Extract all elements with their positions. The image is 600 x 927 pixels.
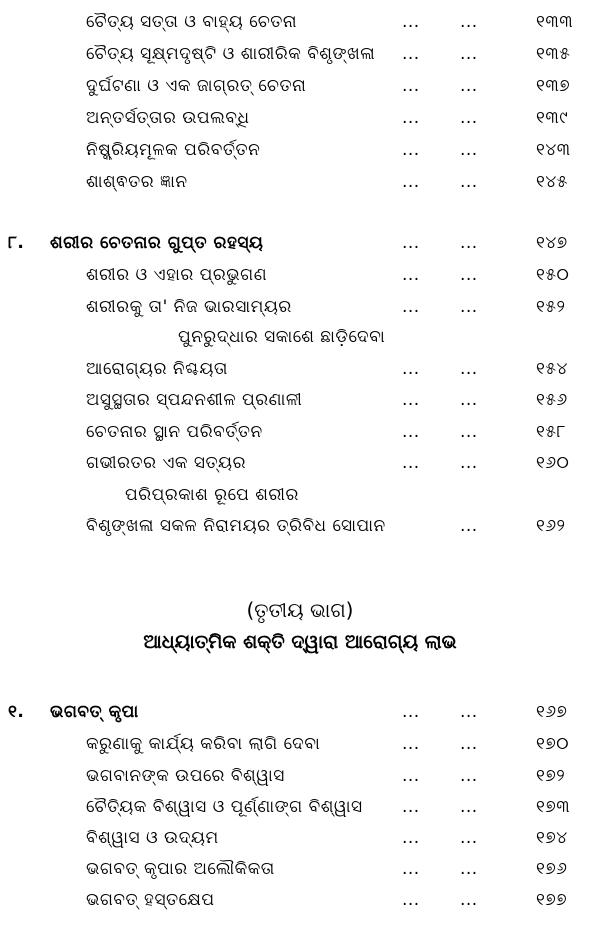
toc-entry[interactable] [0, 7, 600, 37]
toc-entry[interactable] [0, 761, 600, 791]
leader-dots: ... [460, 890, 478, 910]
entry-label: ଚୈତ୍ୟିକ ବିଶ୍ୱାସ ଓ ପୂର୍ଣ୍ଣାଙ୍ଗ ବିଶ୍ୱାସ [86, 797, 363, 817]
leader-dots: ... [402, 12, 420, 32]
toc-entry-continuation [0, 480, 600, 510]
page-number: ୧୭୩ [536, 797, 571, 817]
page-number: ୧୫୮ [536, 422, 566, 442]
leader-dots: ... [460, 859, 478, 879]
toc-entry[interactable] [0, 448, 600, 478]
leader-dots: ... [402, 828, 420, 848]
entry-label: ଭଗବାନଙ୍କ ଉପରେ ବିଶ୍ୱାସ [86, 766, 285, 786]
entry-label: ବିଶୃଙ୍ଖଳା ସକଳ ନିରାମୟର ତ୍ରିବିଧ ସୋପାନ [86, 516, 386, 536]
leader-dots: ... [460, 76, 478, 96]
toc-entry[interactable] [0, 167, 600, 197]
leader-dots: ... [402, 422, 420, 442]
entry-label: ଅସୁସ୍ଥତାର ସ୍ପନ୍ଦନଶୀଳ ପ୍ରଣାଳୀ [86, 390, 303, 410]
entry-label: ଶରୀରକୁ ତା' ନିଜ ଭାରସାମ୍ୟର [86, 297, 292, 317]
page-number: ୧୬୨ [536, 516, 566, 536]
entry-label: ଶାଶ୍ଵତର ଜ୍ଞାନ [86, 172, 188, 192]
leader-dots: ... [402, 297, 420, 317]
leader-dots: ... [402, 359, 420, 379]
leader-dots: ... [402, 108, 420, 128]
part-title: ଆଧ୍ୟାତ୍ମିକ ଶକ୍ତି ଦ୍ୱାରା ଆରୋଗ୍ୟ ଲାଭ [143, 631, 457, 653]
entry-label: ନିଷ୍କ୍ରିୟମୂଳକ ପରିବର୍ତ୍ତନ [86, 140, 261, 160]
entry-label-continuation: ପରିପ୍ରକାଶ ରୂପେ ଶରୀର [125, 485, 299, 505]
leader-dots: ... [402, 859, 420, 879]
toc-entry[interactable] [0, 292, 600, 322]
leader-dots: ... [402, 76, 420, 96]
page-number: ୧୫୨ [536, 297, 566, 317]
leader-dots: ... [402, 172, 420, 192]
leader-dots: ... [460, 828, 478, 848]
toc-entry[interactable] [0, 792, 600, 822]
page-number: ୧୩୭ [536, 76, 571, 96]
leader-dots: ... [460, 265, 478, 285]
chapter-title: ଶରୀର ଚେତନାର ଗୁପ୍ତ ରହସ୍ୟ [50, 233, 264, 253]
leader-dots: ... [402, 390, 420, 410]
leader-dots: ... [460, 766, 478, 786]
leader-dots: ... [402, 233, 420, 253]
toc-entry[interactable] [0, 39, 600, 69]
page-number: ୧୪୩ [536, 140, 571, 160]
entry-label: ଆରୋଗ୍ୟର ନିଶ୍ଚୟତା [86, 359, 228, 379]
page-number: ୧୭୨ [536, 766, 566, 786]
entry-label: ଚେତନାର ସ୍ଥାନ ପରିବର୍ତ୍ତନ [86, 422, 263, 442]
page-number: ୧୭୪ [536, 828, 568, 848]
toc-entry[interactable] [0, 71, 600, 101]
leader-dots: ... [402, 140, 420, 160]
leader-dots: ... [402, 734, 420, 754]
entry-label-continuation: ପୁନରୁଦ୍ଧାର ସକାଶେ ଛାଡ଼ିଦେବା [178, 327, 386, 347]
entry-label: ଭଗବତ୍ ହସ୍ତକ୍ଷେପ [86, 890, 215, 910]
toc-entry[interactable] [0, 417, 600, 447]
toc-entry[interactable] [0, 103, 600, 133]
leader-dots: ... [460, 172, 478, 192]
page-number: ୧୩୩ [536, 12, 574, 32]
page-number: ୧୩୯ [536, 108, 569, 128]
entry-label: ଚୈତ୍ୟ ସୂକ୍ଷ୍ମଦୃଷ୍ଟି ଓ ଶାରୀରିକ ବିଶୃଙ୍ଖଳା [86, 44, 376, 64]
toc-entry[interactable] [0, 511, 600, 541]
entry-label: ଶରୀର ଓ ଏହାର ପ୍ରଭୁଗଣ [86, 265, 268, 285]
entry-label: ଭଗବତ୍ କୃପାର ଅଲୌକିକତା [86, 859, 275, 879]
toc-entry[interactable] [0, 885, 600, 915]
page-number: ୧୭୭ [536, 890, 568, 910]
leader-dots: ... [402, 766, 420, 786]
entry-label: କରୁଣାକୁ କାର୍ଯ୍ୟ କରିବା ଲାଗି ଦେବା [86, 734, 321, 754]
page-number: ୧୫୬ [536, 390, 568, 410]
toc-chapter-heading[interactable] [0, 697, 600, 727]
toc-entry-continuation [0, 322, 600, 352]
leader-dots: ... [460, 516, 478, 536]
leader-dots: ... [402, 453, 420, 473]
leader-dots: ... [402, 265, 420, 285]
page-number: ୧୭୬ [536, 859, 568, 879]
leader-dots: ... [460, 140, 478, 160]
leader-dots: ... [460, 12, 478, 32]
page-number: ୧୬୦ [536, 453, 570, 473]
leader-dots: ... [460, 44, 478, 64]
toc-chapter-heading[interactable] [0, 228, 600, 258]
leader-dots: ... [460, 390, 478, 410]
page-number: ୧୫୦ [536, 265, 570, 285]
toc-entry[interactable] [0, 135, 600, 165]
entry-label: ବିଶ୍ୱାସ ଓ ଉଦ୍ୟମ [86, 828, 219, 848]
page-number: ୧୩୫ [536, 44, 571, 64]
leader-dots: ... [402, 890, 420, 910]
toc-entry[interactable] [0, 823, 600, 853]
entry-label: ଗଭୀରତର ଏକ ସତ୍ୟର [86, 453, 246, 473]
leader-dots: ... [402, 797, 420, 817]
toc-entry[interactable] [0, 729, 600, 759]
toc-entry[interactable] [0, 260, 600, 290]
page-number: ୧୪୫ [536, 172, 568, 192]
leader-dots: ... [402, 44, 420, 64]
page-number: ୧୭୦ [536, 734, 570, 754]
part-subtitle: (ତୃତୀୟ ଭାଗ) [246, 598, 354, 622]
leader-dots: ... [460, 359, 478, 379]
toc-entry[interactable] [0, 354, 600, 384]
entry-label: ଦୁର୍ଘଟଣା ଓ ଏକ ଜାଗ୍ରତ୍ ଚେତନା [86, 76, 307, 96]
toc-entry[interactable] [0, 854, 600, 884]
chapter-number: ୮. [8, 233, 25, 253]
entry-label: ଅନ୍ତର୍ସତ୍ତାର ଉପଲବ୍ଧି [86, 108, 250, 128]
leader-dots: ... [460, 422, 478, 442]
leader-dots: ... [460, 702, 478, 722]
leader-dots: ... [460, 797, 478, 817]
chapter-number: ୧. [8, 702, 25, 722]
chapter-title: ଭଗବତ୍ କୃପା [50, 702, 139, 722]
page-number: ୧୬୭ [536, 702, 568, 722]
leader-dots: ... [460, 108, 478, 128]
leader-dots: ... [402, 702, 420, 722]
leader-dots: ... [460, 734, 478, 754]
leader-dots: ... [460, 233, 478, 253]
page-number: ୧୪୭ [536, 233, 568, 253]
entry-label: ଚୈତ୍ୟ ସତ୍ତା ଓ ବାହ୍ୟ ଚେତନା [86, 12, 298, 32]
page-number: ୧୫୪ [536, 359, 568, 379]
leader-dots: ... [460, 297, 478, 317]
toc-entry[interactable] [0, 385, 600, 415]
leader-dots: ... [460, 453, 478, 473]
